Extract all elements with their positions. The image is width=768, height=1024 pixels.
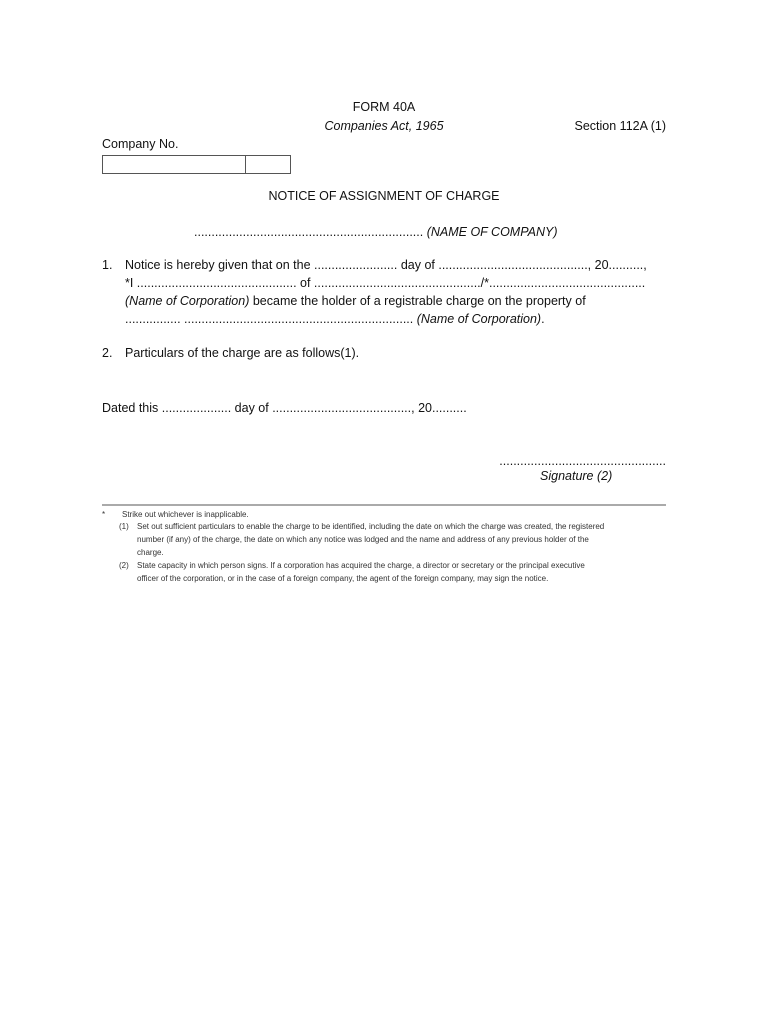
paragraph-1-line-4-dots: ................ .................................................................. bbox=[125, 312, 417, 326]
paragraph-2-text: Particulars of the charge are as follows(1). bbox=[125, 346, 360, 360]
paragraph-2-number: 2. bbox=[102, 346, 113, 360]
paragraph-1-line-2: *I .............................................. of ................................................/*............................................. bbox=[125, 276, 646, 290]
footnote-1-line-1: Set out sufficient particulars to enable the charge to be identified, including the date on which the charge was created, the registered bbox=[137, 522, 605, 531]
company-no-label: Company No. bbox=[102, 137, 179, 151]
name-of-company-line bbox=[194, 225, 558, 239]
footnote-divider bbox=[102, 504, 666, 506]
footnote-2-mark: (2) bbox=[119, 561, 129, 570]
paragraph-1-line-4 bbox=[125, 312, 545, 326]
section-reference: Section 112A (1) bbox=[574, 119, 666, 133]
notice-title: NOTICE OF ASSIGNMENT OF CHARGE bbox=[268, 189, 500, 203]
paragraph-1-number: 1. bbox=[102, 258, 113, 272]
footnote-2-line-1: State capacity in which person signs. If a corporation has acquired the charge, a director or secretary or the principal executive bbox=[137, 561, 585, 570]
signature-line: ................................................ bbox=[499, 454, 666, 468]
paragraph-1-line-3 bbox=[125, 294, 586, 308]
footnote-star-text: Strike out whichever is inapplicable. bbox=[122, 510, 249, 519]
dated-line: Dated this .................... day of ........................................, 20.......... bbox=[102, 401, 467, 415]
name-of-company-label: (NAME OF COMPANY) bbox=[426, 225, 558, 239]
footnote-1-line-3: charge. bbox=[137, 548, 164, 557]
paragraph-1-line-3-text: became the holder of a registrable charge on the property of bbox=[249, 294, 586, 308]
paragraph-1-line-4-end: . bbox=[541, 312, 545, 326]
footnote-1-mark: (1) bbox=[119, 522, 129, 531]
company-no-box-divider bbox=[245, 156, 246, 173]
company-no-input-box[interactable] bbox=[102, 155, 291, 174]
act-title: Companies Act, 1965 bbox=[324, 119, 444, 133]
name-of-corporation-label: (Name of Corporation) bbox=[125, 294, 250, 308]
name-of-company-dots: .................................................................. bbox=[194, 225, 424, 239]
form-number-title: FORM 40A bbox=[352, 100, 416, 114]
footnote-1-line-2: number (if any) of the charge, the date on which any notice was lodged and the name and address of any previous holder of the bbox=[137, 535, 589, 544]
footnote-2-line-2: officer of the corporation, or in the case of a foreign company, the agent of the foreign company, may sign the notice. bbox=[137, 574, 549, 583]
paragraph-1-line-1: Notice is hereby given that on the ........................ day of ..........................................., 20.........., bbox=[125, 258, 647, 272]
footnote-star-mark: * bbox=[102, 510, 106, 519]
name-of-corporation-label-2: (Name of Corporation) bbox=[416, 312, 542, 326]
signature-label: Signature (2) bbox=[540, 469, 613, 483]
